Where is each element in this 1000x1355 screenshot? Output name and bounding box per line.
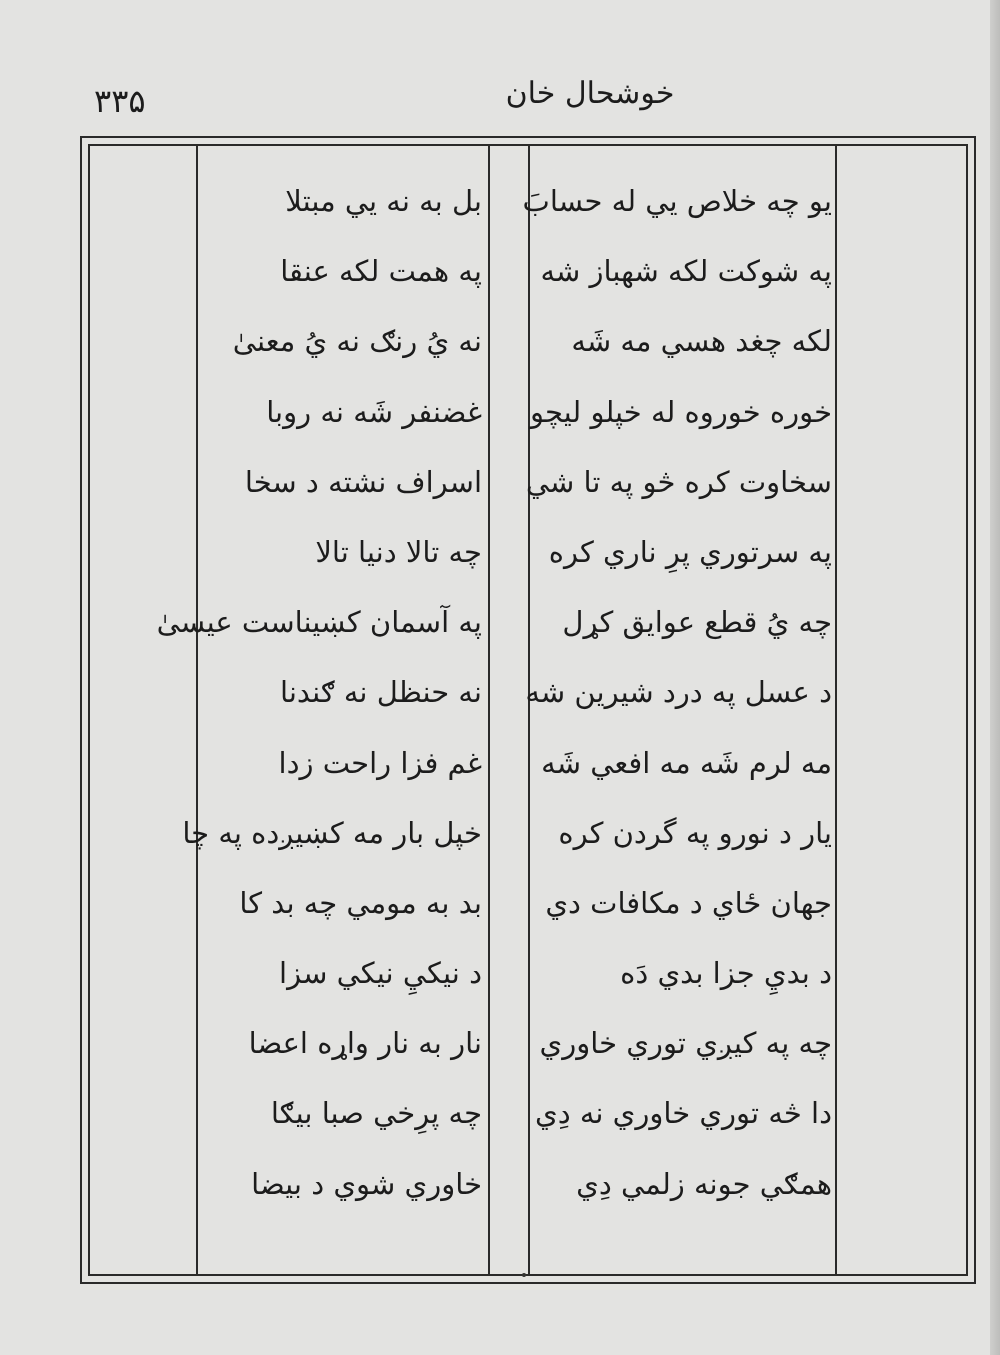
verse-line: لکه چغد هسي مه شَه [571,324,832,359]
verse-line: اسراف نشته د سخا [244,464,482,499]
verse-line: نه يُ رنګ نه يُ معنیٰ [232,324,482,359]
column-rule-center-left [488,144,490,1276]
verse-line: د بديِ جزا بدي دَه [620,956,832,991]
verse-line: د عسل په درد شيرين شه [525,675,832,710]
verse-line: مه لرم شَه مه افعي شَه [541,745,832,780]
printer-dot [522,1273,526,1277]
verse-line: جهان ځاي د مکافات دي [545,885,832,920]
column-rule-left-margin [196,144,198,1276]
verse-line: چه پرِخي صبا بيګا [270,1096,482,1131]
verse-line: دا څه توري خاوري نه دِي [535,1096,832,1131]
page-edge [990,0,1000,1355]
verse-line: خپل بار مه کښيږده په چا [182,815,482,850]
verse-line: يار د نورو په گردن کره [558,815,832,850]
verse-line: سخاوت کره څو په تا شي [525,464,832,499]
verse-line: په سرتوري پرِ ناري کره [548,534,832,569]
page-number: ۳۳۵ [94,82,146,120]
verse-line: په آسمان کښيناست عيسیٰ [156,605,482,640]
verse-line: غضنفر شَه نه روبا [266,394,482,429]
page-header [80,62,928,122]
verse-line: غم فزا راحت زدا [278,745,482,780]
verse-line: په همت لکه عنقا [280,254,482,289]
verse-line: بد به مومي چه بد کا [239,885,482,920]
verse-column-right [522,166,832,1219]
running-title: خوشحال خان [505,76,675,111]
verse-line: چه په کيږي توري خاوري [539,1026,832,1061]
verse-line: په شوکت لکه شهباز شه [540,254,832,289]
verse-line: يو چه خلاص يي له حسابَ [522,184,832,218]
verse-line: د نيکيِ نيکي سزا [279,956,482,991]
verse-line: خوره خوروه له خپلو ليچو [529,394,832,429]
verse-column-left [156,166,482,1219]
column-rule-right-margin [835,144,837,1276]
verse-line: نه حنظل نه ګندنا [279,675,482,710]
verse-line: خاوري شوي د بيضا [251,1166,482,1201]
verse-line: همګي جونه زلمي دِي [576,1166,832,1201]
verse-line: چه تالا دنيا تالا [315,534,482,569]
verse-line: نار به نار واړه اعضا [248,1026,482,1061]
verse-line: بل به نه يي مبتلا [285,184,482,218]
verse-line: چه يُ قطع عوايق کړل [562,605,832,640]
